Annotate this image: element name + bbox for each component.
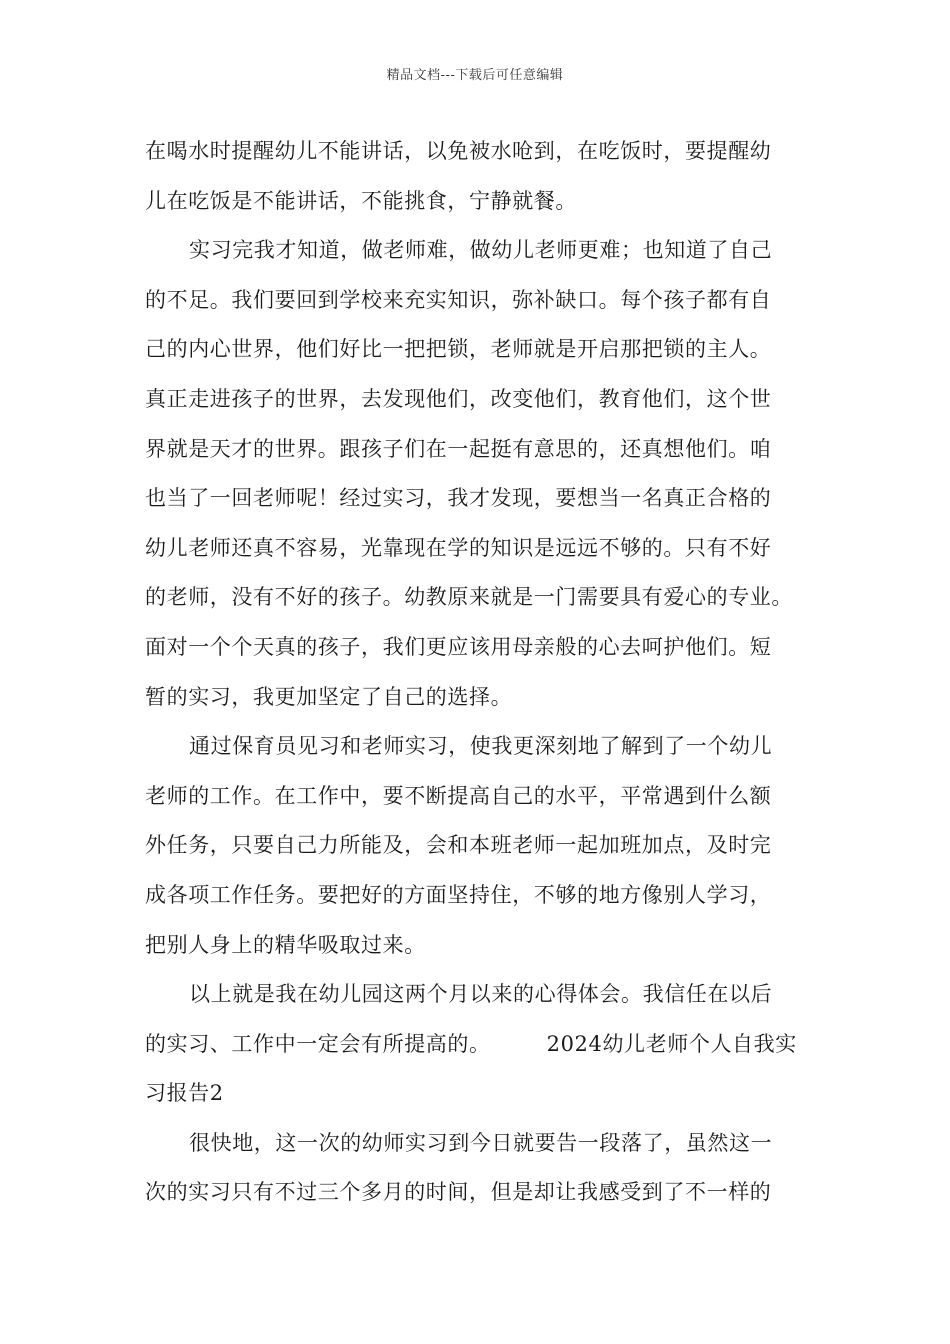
text-line: 很快地，这一次的幼师实习到今日就要告一段落了，虽然这一 xyxy=(189,1130,773,1155)
text-line: 暂的实习，我更加坚定了自己的选择。 xyxy=(145,684,513,709)
text-line: 儿在吃饭是不能讲话，不能挑食，宁静就餐。 xyxy=(145,188,577,213)
text-line: 老师的工作。在工作中，要不断提高自己的水平，平常遇到什么额 xyxy=(145,783,772,808)
text-line: 外任务，只要自己力所能及，会和本班老师一起加班加点，及时完 xyxy=(145,833,772,858)
paragraph xyxy=(145,230,825,726)
text-line: 在喝水时提醒幼儿不能讲话，以免被水呛到，在吃饭时，要提醒幼 xyxy=(145,139,772,163)
text-line: 的不足。我们要回到学校来充实知识，弥补缺口。每个孩子都有自 xyxy=(145,287,772,312)
paragraph xyxy=(145,1123,825,1222)
page-header: 精品文档---下载后可任意编辑 xyxy=(386,68,564,83)
text-line: 真正走进孩子的世界，去发现他们，改变他们，教育他们，这个世 xyxy=(145,386,772,411)
text-line: 面对一个个天真的孩子，我们更应该用母亲般的心去呵护他们。短 xyxy=(145,634,772,659)
text-line: 通过保育员见习和老师实习，使我更深刻地了解到了一个幼儿 xyxy=(189,734,773,759)
document-body xyxy=(145,131,825,1222)
section-title-start: 2024幼儿老师个人自我实 xyxy=(546,1031,797,1056)
text-line: 的老师，没有不好的孩子。幼教原来就是一门需要具有爱心的专业。 xyxy=(145,585,793,610)
text-segment: 的实习、工作中一定会有所提高的。 xyxy=(145,1031,491,1056)
paragraph xyxy=(145,726,825,974)
text-line: 界就是天才的世界。跟孩子们在一起挺有意思的，还真想他们。咱 xyxy=(145,436,772,461)
text-line: 成各项工作任务。要把好的方面坚持住，不够的地方像别人学习， xyxy=(145,882,772,907)
text-line: 以上就是我在幼儿园这两个月以来的心得体会。我信任在以后 xyxy=(189,982,773,1007)
text-line: 次的实习只有不过三个多月的时间，但是却让我感受到了不一样的 xyxy=(145,1180,772,1205)
text-line: 己的内心世界，他们好比一把把锁，老师就是开启那把锁的主人。 xyxy=(145,337,772,362)
paragraph xyxy=(145,131,825,230)
text-line: 也当了一回老师呢！经过实习，我才发现，要想当一名真正合格的 xyxy=(145,486,772,511)
text-line: 幼儿老师还真不容易，光靠现在学的知识是远远不够的。只有不好 xyxy=(145,535,772,560)
section-title-end: 习报告2 xyxy=(145,1081,224,1106)
text-line: 实习完我才知道，做老师难，做幼儿老师更难；也知道了自己 xyxy=(189,238,773,263)
text-line-with-title xyxy=(145,1024,825,1074)
paragraph xyxy=(145,974,825,1123)
text-line: 把别人身上的精华吸取过来。 xyxy=(145,932,426,957)
